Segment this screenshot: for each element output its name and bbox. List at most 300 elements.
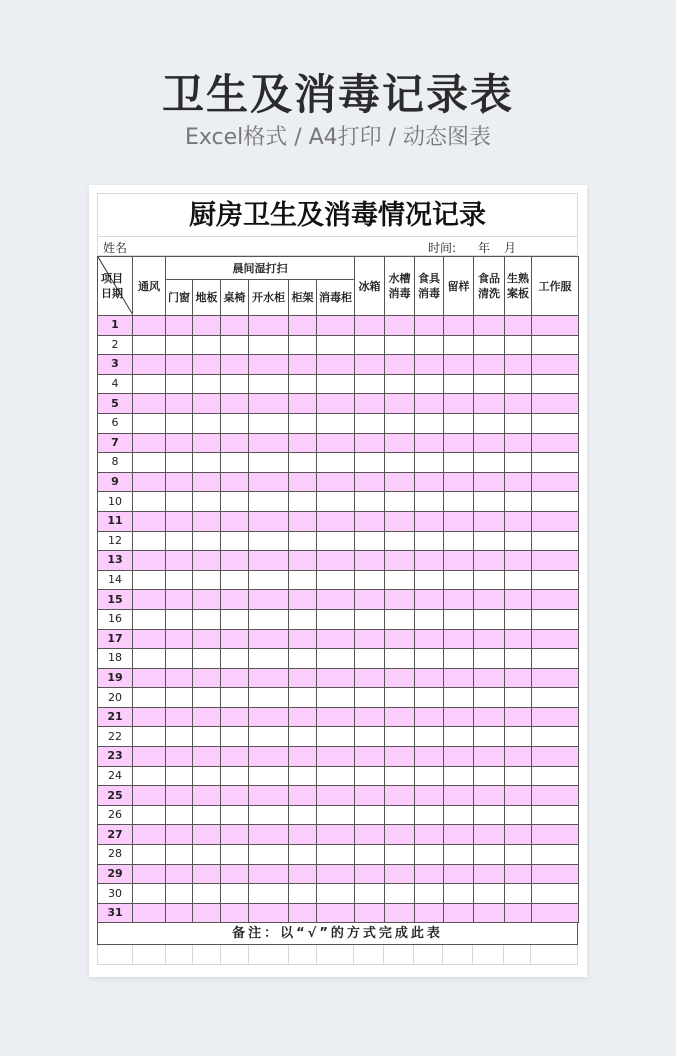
check-cell[interactable] [249,609,289,629]
check-cell[interactable] [355,472,385,492]
check-cell[interactable] [444,433,474,453]
check-cell[interactable] [289,864,317,884]
check-cell[interactable] [166,453,193,473]
check-cell[interactable] [444,845,474,865]
check-cell[interactable] [193,629,221,649]
check-cell[interactable] [355,590,385,610]
check-cell[interactable] [249,472,289,492]
check-cell[interactable] [166,511,193,531]
check-cell[interactable] [317,903,355,923]
check-cell[interactable] [505,570,532,590]
check-cell[interactable] [505,511,532,531]
check-cell[interactable] [166,688,193,708]
check-cell[interactable] [444,316,474,336]
check-cell[interactable] [474,570,505,590]
check-cell[interactable] [385,649,415,669]
check-cell[interactable] [444,903,474,923]
check-cell[interactable] [355,845,385,865]
check-cell[interactable] [317,335,355,355]
check-cell[interactable] [289,551,317,571]
check-cell[interactable] [385,766,415,786]
check-cell[interactable] [166,825,193,845]
check-cell[interactable] [505,433,532,453]
check-cell[interactable] [415,394,444,414]
check-cell[interactable] [249,453,289,473]
check-cell[interactable] [532,394,579,414]
check-cell[interactable] [474,433,505,453]
check-cell[interactable] [415,433,444,453]
check-cell[interactable] [193,316,221,336]
check-cell[interactable] [317,825,355,845]
check-cell[interactable] [317,786,355,806]
check-cell[interactable] [415,472,444,492]
check-cell[interactable] [474,413,505,433]
check-cell[interactable] [133,766,166,786]
check-cell[interactable] [355,394,385,414]
check-cell[interactable] [355,413,385,433]
check-cell[interactable] [317,727,355,747]
check-cell[interactable] [193,355,221,375]
check-cell[interactable] [444,531,474,551]
check-cell[interactable] [193,433,221,453]
check-cell[interactable] [166,335,193,355]
check-cell[interactable] [289,668,317,688]
check-cell[interactable] [289,845,317,865]
check-cell[interactable] [193,903,221,923]
check-cell[interactable] [532,413,579,433]
check-cell[interactable] [289,374,317,394]
check-cell[interactable] [221,492,249,512]
check-cell[interactable] [474,668,505,688]
check-cell[interactable] [355,727,385,747]
check-cell[interactable] [133,747,166,767]
check-cell[interactable] [474,531,505,551]
check-cell[interactable] [385,374,415,394]
check-cell[interactable] [133,374,166,394]
check-cell[interactable] [249,903,289,923]
check-cell[interactable] [193,492,221,512]
check-cell[interactable] [474,845,505,865]
check-cell[interactable] [317,511,355,531]
check-cell[interactable] [444,688,474,708]
check-cell[interactable] [133,825,166,845]
check-cell[interactable] [221,453,249,473]
check-cell[interactable] [249,433,289,453]
check-cell[interactable] [166,492,193,512]
check-cell[interactable] [221,394,249,414]
check-cell[interactable] [166,374,193,394]
check-cell[interactable] [133,531,166,551]
check-cell[interactable] [355,511,385,531]
check-cell[interactable] [415,688,444,708]
check-cell[interactable] [193,747,221,767]
check-cell[interactable] [444,335,474,355]
check-cell[interactable] [166,747,193,767]
check-cell[interactable] [385,864,415,884]
check-cell[interactable] [133,394,166,414]
check-cell[interactable] [444,825,474,845]
check-cell[interactable] [444,374,474,394]
check-cell[interactable] [355,805,385,825]
check-cell[interactable] [221,374,249,394]
check-cell[interactable] [385,433,415,453]
check-cell[interactable] [249,786,289,806]
check-cell[interactable] [474,316,505,336]
check-cell[interactable] [385,747,415,767]
check-cell[interactable] [221,511,249,531]
check-cell[interactable] [221,649,249,669]
check-cell[interactable] [505,884,532,904]
check-cell[interactable] [249,629,289,649]
check-cell[interactable] [289,492,317,512]
check-cell[interactable] [385,786,415,806]
check-cell[interactable] [133,668,166,688]
check-cell[interactable] [193,472,221,492]
check-cell[interactable] [444,492,474,512]
check-cell[interactable] [221,590,249,610]
check-cell[interactable] [532,433,579,453]
check-cell[interactable] [355,668,385,688]
check-cell[interactable] [532,668,579,688]
check-cell[interactable] [385,394,415,414]
check-cell[interactable] [221,609,249,629]
check-cell[interactable] [444,668,474,688]
check-cell[interactable] [444,884,474,904]
check-cell[interactable] [193,668,221,688]
check-cell[interactable] [133,688,166,708]
check-cell[interactable] [221,570,249,590]
check-cell[interactable] [385,355,415,375]
check-cell[interactable] [221,903,249,923]
check-cell[interactable] [532,864,579,884]
check-cell[interactable] [289,335,317,355]
check-cell[interactable] [415,511,444,531]
check-cell[interactable] [317,864,355,884]
check-cell[interactable] [532,649,579,669]
check-cell[interactable] [474,649,505,669]
check-cell[interactable] [133,805,166,825]
check-cell[interactable] [355,433,385,453]
check-cell[interactable] [221,413,249,433]
check-cell[interactable] [385,884,415,904]
check-cell[interactable] [133,472,166,492]
check-cell[interactable] [249,374,289,394]
check-cell[interactable] [221,355,249,375]
check-cell[interactable] [474,884,505,904]
check-cell[interactable] [289,884,317,904]
check-cell[interactable] [474,747,505,767]
check-cell[interactable] [385,531,415,551]
check-cell[interactable] [249,649,289,669]
check-cell[interactable] [193,825,221,845]
check-cell[interactable] [193,766,221,786]
check-cell[interactable] [133,903,166,923]
check-cell[interactable] [193,649,221,669]
check-cell[interactable] [444,649,474,669]
check-cell[interactable] [505,609,532,629]
check-cell[interactable] [317,316,355,336]
check-cell[interactable] [249,688,289,708]
check-cell[interactable] [193,531,221,551]
check-cell[interactable] [289,786,317,806]
check-cell[interactable] [444,786,474,806]
check-cell[interactable] [317,629,355,649]
check-cell[interactable] [317,551,355,571]
check-cell[interactable] [532,884,579,904]
check-cell[interactable] [249,394,289,414]
check-cell[interactable] [385,492,415,512]
check-cell[interactable] [355,825,385,845]
check-cell[interactable] [249,511,289,531]
check-cell[interactable] [166,786,193,806]
check-cell[interactable] [221,688,249,708]
check-cell[interactable] [505,649,532,669]
check-cell[interactable] [505,688,532,708]
check-cell[interactable] [355,335,385,355]
check-cell[interactable] [193,374,221,394]
check-cell[interactable] [385,316,415,336]
check-cell[interactable] [317,688,355,708]
check-cell[interactable] [249,766,289,786]
check-cell[interactable] [249,316,289,336]
check-cell[interactable] [505,551,532,571]
check-cell[interactable] [166,472,193,492]
check-cell[interactable] [474,335,505,355]
check-cell[interactable] [193,884,221,904]
check-cell[interactable] [355,688,385,708]
check-cell[interactable] [133,629,166,649]
check-cell[interactable] [166,884,193,904]
check-cell[interactable] [474,394,505,414]
check-cell[interactable] [444,727,474,747]
check-cell[interactable] [385,472,415,492]
check-cell[interactable] [249,551,289,571]
check-cell[interactable] [415,551,444,571]
check-cell[interactable] [133,609,166,629]
check-cell[interactable] [385,688,415,708]
check-cell[interactable] [505,413,532,433]
check-cell[interactable] [289,707,317,727]
check-cell[interactable] [505,845,532,865]
check-cell[interactable] [317,707,355,727]
check-cell[interactable] [415,531,444,551]
check-cell[interactable] [289,394,317,414]
check-cell[interactable] [289,590,317,610]
check-cell[interactable] [317,453,355,473]
check-cell[interactable] [532,511,579,531]
check-cell[interactable] [289,805,317,825]
check-cell[interactable] [289,472,317,492]
check-cell[interactable] [444,747,474,767]
check-cell[interactable] [415,884,444,904]
check-cell[interactable] [474,511,505,531]
check-cell[interactable] [317,472,355,492]
check-cell[interactable] [474,472,505,492]
check-cell[interactable] [166,649,193,669]
check-cell[interactable] [444,472,474,492]
check-cell[interactable] [505,335,532,355]
check-cell[interactable] [385,511,415,531]
check-cell[interactable] [355,570,385,590]
check-cell[interactable] [415,316,444,336]
check-cell[interactable] [249,825,289,845]
check-cell[interactable] [166,668,193,688]
check-cell[interactable] [474,864,505,884]
check-cell[interactable] [505,668,532,688]
check-cell[interactable] [193,413,221,433]
check-cell[interactable] [444,355,474,375]
check-cell[interactable] [444,629,474,649]
check-cell[interactable] [166,727,193,747]
check-cell[interactable] [415,453,444,473]
check-cell[interactable] [166,355,193,375]
check-cell[interactable] [385,707,415,727]
check-cell[interactable] [133,355,166,375]
check-cell[interactable] [505,629,532,649]
check-cell[interactable] [289,629,317,649]
check-cell[interactable] [289,413,317,433]
check-cell[interactable] [166,766,193,786]
check-cell[interactable] [532,472,579,492]
check-cell[interactable] [289,531,317,551]
check-cell[interactable] [355,609,385,629]
check-cell[interactable] [317,747,355,767]
check-cell[interactable] [289,355,317,375]
check-cell[interactable] [133,335,166,355]
check-cell[interactable] [532,335,579,355]
check-cell[interactable] [249,727,289,747]
check-cell[interactable] [133,786,166,806]
check-cell[interactable] [474,551,505,571]
check-cell[interactable] [505,805,532,825]
check-cell[interactable] [415,786,444,806]
check-cell[interactable] [166,805,193,825]
check-cell[interactable] [415,747,444,767]
check-cell[interactable] [415,903,444,923]
check-cell[interactable] [385,590,415,610]
check-cell[interactable] [355,747,385,767]
check-cell[interactable] [193,707,221,727]
check-cell[interactable] [532,747,579,767]
check-cell[interactable] [249,492,289,512]
check-cell[interactable] [133,845,166,865]
check-cell[interactable] [317,649,355,669]
check-cell[interactable] [474,688,505,708]
check-cell[interactable] [133,864,166,884]
check-cell[interactable] [166,394,193,414]
check-cell[interactable] [317,845,355,865]
check-cell[interactable] [505,727,532,747]
check-cell[interactable] [415,707,444,727]
check-cell[interactable] [355,903,385,923]
check-cell[interactable] [355,374,385,394]
check-cell[interactable] [355,316,385,336]
check-cell[interactable] [474,766,505,786]
check-cell[interactable] [221,805,249,825]
check-cell[interactable] [532,629,579,649]
check-cell[interactable] [317,394,355,414]
check-cell[interactable] [415,590,444,610]
check-cell[interactable] [249,805,289,825]
check-cell[interactable] [474,629,505,649]
check-cell[interactable] [249,864,289,884]
check-cell[interactable] [444,570,474,590]
check-cell[interactable] [317,433,355,453]
check-cell[interactable] [166,864,193,884]
check-cell[interactable] [166,845,193,865]
check-cell[interactable] [505,316,532,336]
check-cell[interactable] [444,590,474,610]
check-cell[interactable] [505,453,532,473]
check-cell[interactable] [166,707,193,727]
check-cell[interactable] [474,825,505,845]
check-cell[interactable] [532,551,579,571]
check-cell[interactable] [415,355,444,375]
check-cell[interactable] [415,629,444,649]
check-cell[interactable] [385,609,415,629]
check-cell[interactable] [166,570,193,590]
check-cell[interactable] [444,766,474,786]
check-cell[interactable] [317,531,355,551]
check-cell[interactable] [532,845,579,865]
check-cell[interactable] [355,649,385,669]
check-cell[interactable] [221,668,249,688]
check-cell[interactable] [289,649,317,669]
check-cell[interactable] [193,727,221,747]
check-cell[interactable] [532,570,579,590]
check-cell[interactable] [505,707,532,727]
check-cell[interactable] [415,727,444,747]
check-cell[interactable] [415,374,444,394]
check-cell[interactable] [193,335,221,355]
check-cell[interactable] [249,355,289,375]
check-cell[interactable] [249,884,289,904]
check-cell[interactable] [249,413,289,433]
check-cell[interactable] [249,668,289,688]
check-cell[interactable] [249,590,289,610]
check-cell[interactable] [444,453,474,473]
check-cell[interactable] [505,531,532,551]
check-cell[interactable] [474,707,505,727]
check-cell[interactable] [532,590,579,610]
check-cell[interactable] [385,551,415,571]
check-cell[interactable] [415,845,444,865]
check-cell[interactable] [166,413,193,433]
check-cell[interactable] [166,903,193,923]
check-cell[interactable] [133,453,166,473]
check-cell[interactable] [289,570,317,590]
check-cell[interactable] [221,766,249,786]
check-cell[interactable] [221,825,249,845]
check-cell[interactable] [532,825,579,845]
check-cell[interactable] [505,374,532,394]
check-cell[interactable] [474,805,505,825]
check-cell[interactable] [505,747,532,767]
check-cell[interactable] [385,845,415,865]
check-cell[interactable] [221,551,249,571]
check-cell[interactable] [221,786,249,806]
check-cell[interactable] [317,570,355,590]
check-cell[interactable] [221,472,249,492]
check-cell[interactable] [166,531,193,551]
check-cell[interactable] [415,864,444,884]
check-cell[interactable] [249,531,289,551]
check-cell[interactable] [133,649,166,669]
check-cell[interactable] [385,805,415,825]
check-cell[interactable] [505,472,532,492]
check-cell[interactable] [193,864,221,884]
check-cell[interactable] [532,492,579,512]
